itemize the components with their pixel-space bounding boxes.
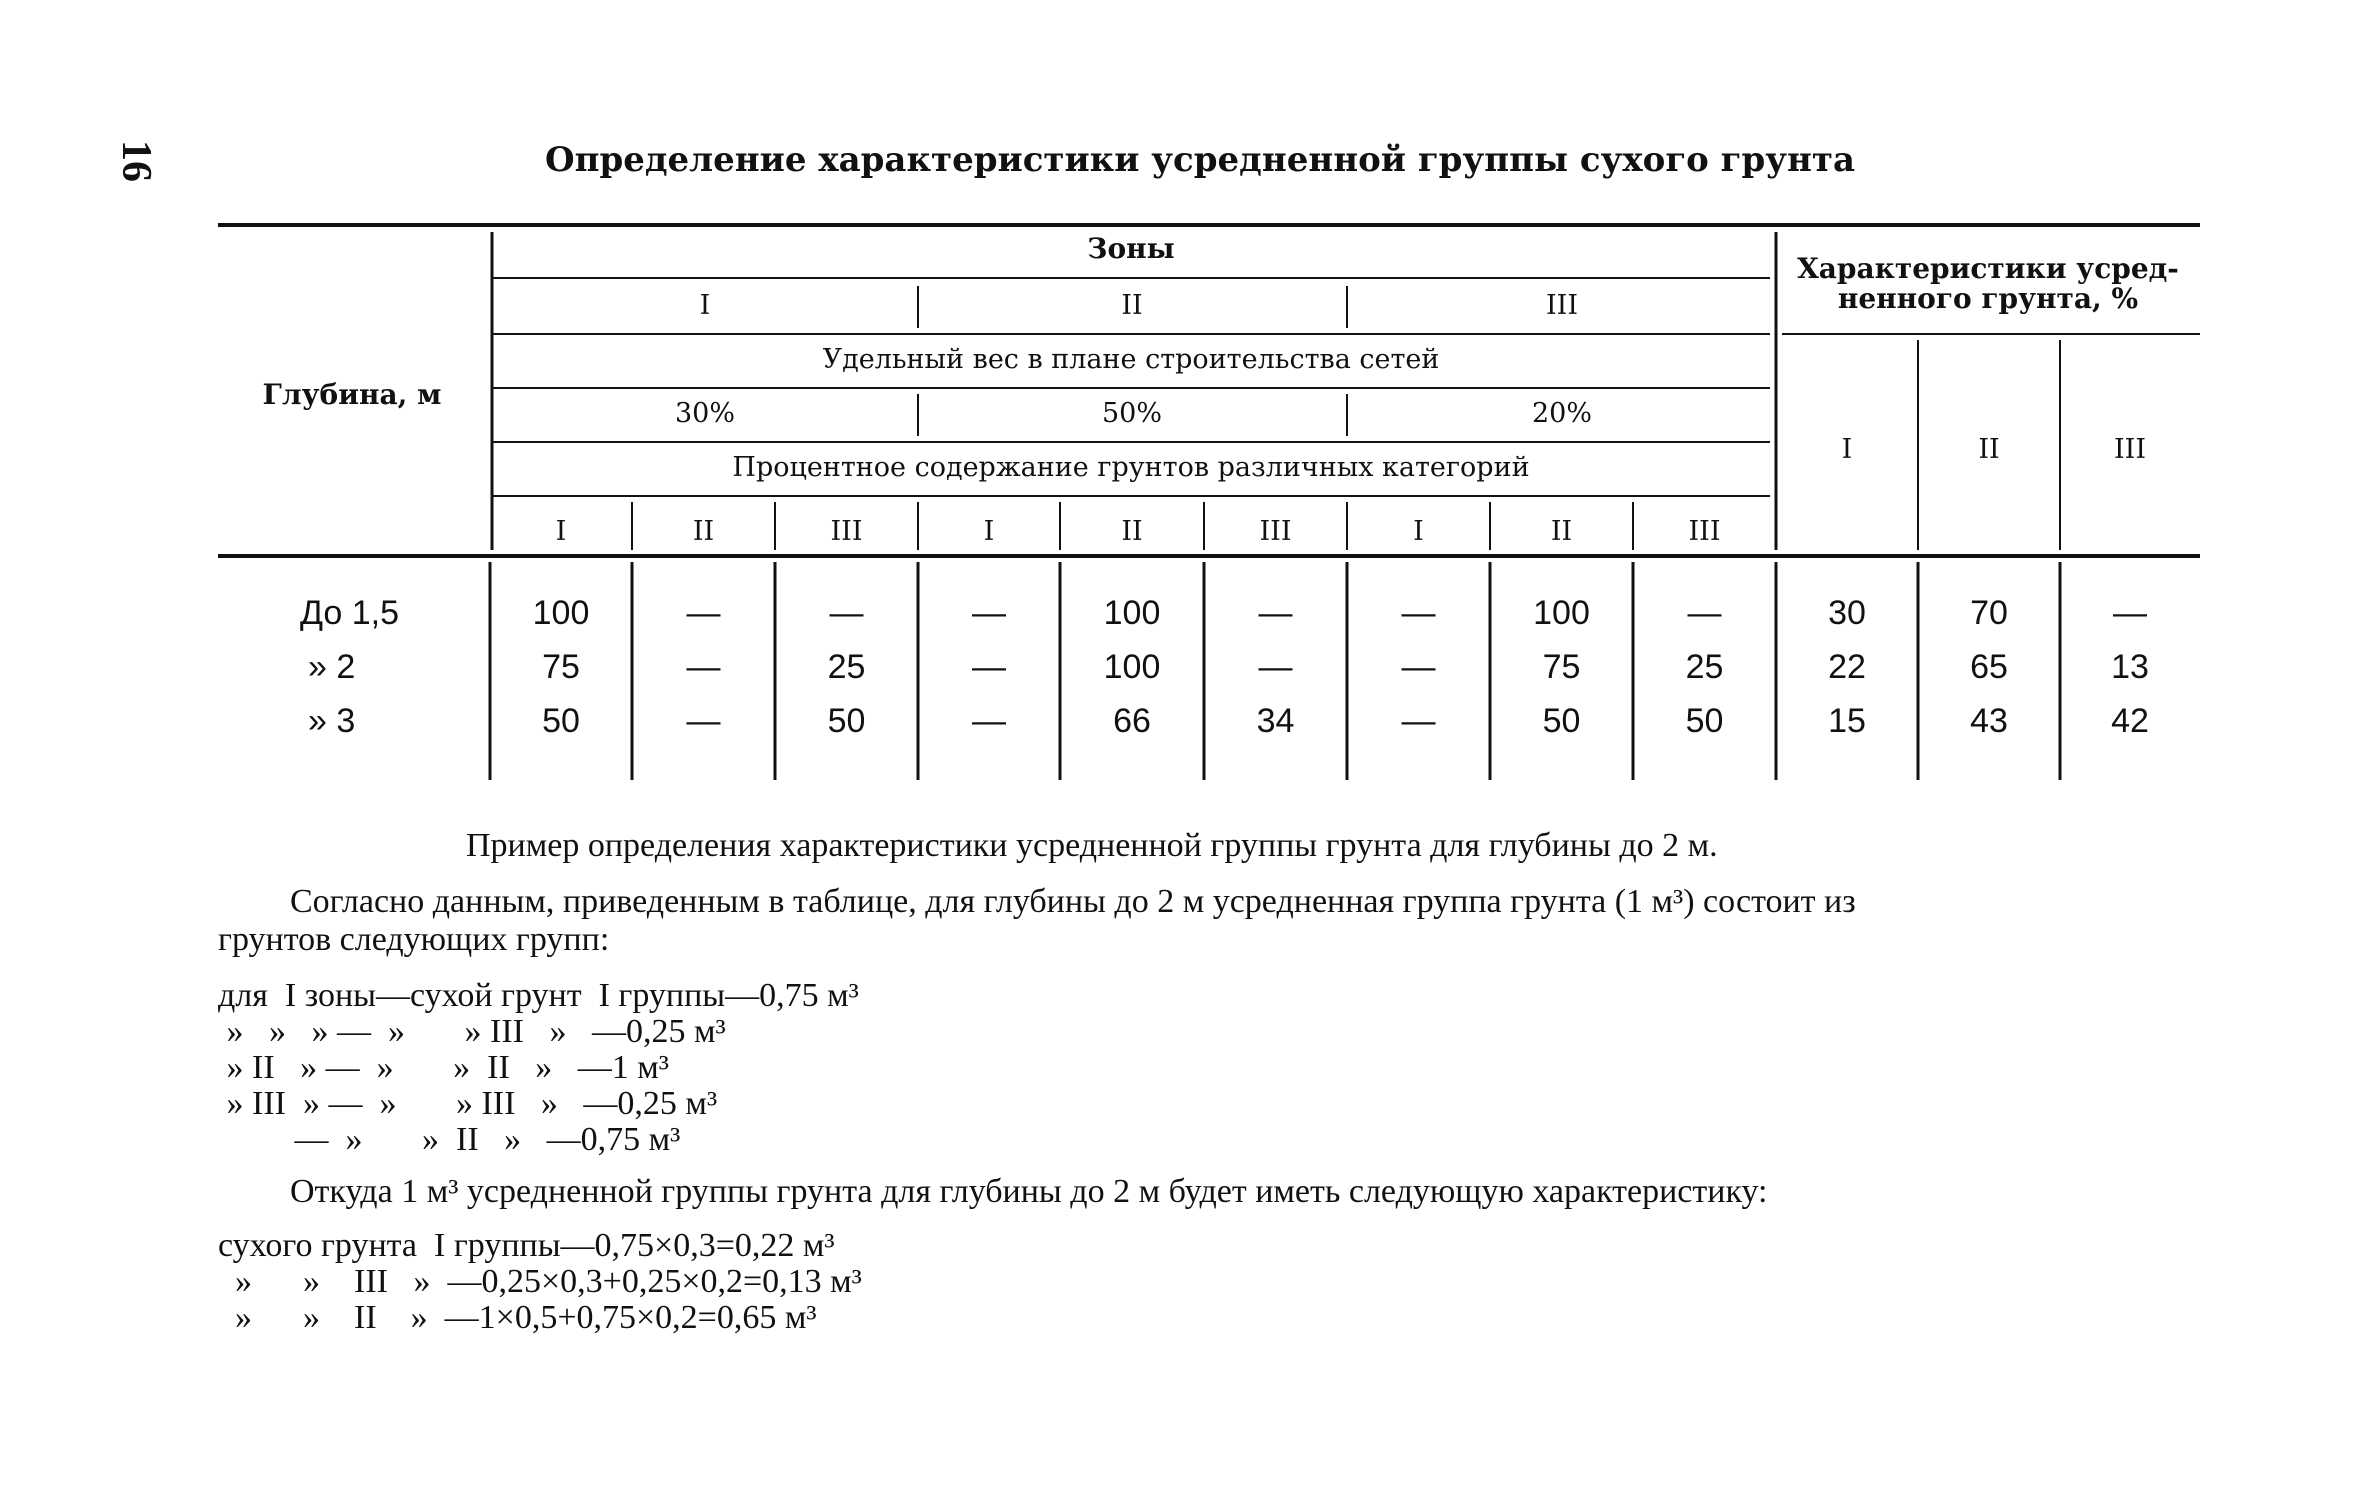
category-label: I: [1413, 516, 1424, 547]
category-label: II: [1121, 516, 1143, 547]
table-cell: —: [972, 648, 1006, 686]
table-cell: 34: [1256, 702, 1295, 740]
table-cell: —: [1401, 594, 1436, 632]
zone-label: II: [1121, 290, 1143, 321]
table-cell: 25: [1685, 648, 1724, 686]
weight-label: 50%: [1101, 398, 1163, 429]
table-cell: 50: [1542, 702, 1581, 740]
page-number: 16: [113, 140, 159, 182]
table-cell: —: [686, 594, 721, 632]
table-cell: —: [1401, 702, 1436, 740]
paragraph-2: Откуда 1 м³ усредненной группы грунта для глубины до 2 м будет иметь следующую характеристику:: [290, 1173, 1768, 1210]
table-cell: 75: [542, 648, 580, 686]
zone-label: I: [699, 290, 711, 321]
average-cell: 43: [1970, 702, 2008, 740]
table-cell: 75: [1542, 648, 1581, 686]
table-cell: —: [829, 594, 864, 632]
average-category-label: III: [2114, 434, 2146, 465]
table-cell: 100: [1103, 648, 1161, 686]
table-cell: 100: [532, 594, 590, 632]
list-line: » » II » —1×0,5+0,75×0,2=0,65 м³: [218, 1299, 817, 1336]
list-line: — » » II » —0,75 м³: [218, 1121, 681, 1158]
average-cell: 70: [1970, 594, 2008, 632]
list-line: » » III » —0,25×0,3+0,25×0,2=0,13 м³: [218, 1263, 862, 1300]
average-category-label: I: [1841, 434, 1853, 465]
table-cell: —: [686, 702, 721, 740]
table-cell: —: [1258, 648, 1293, 686]
category-label: II: [1550, 516, 1573, 547]
category-label: I: [983, 516, 995, 547]
category-label: III: [830, 516, 863, 547]
category-label: I: [555, 516, 567, 547]
depth-value: » 3: [308, 702, 356, 740]
category-label: III: [1259, 516, 1292, 547]
weight-label: 20%: [1531, 398, 1593, 429]
weight-label: 30%: [674, 398, 736, 429]
average-header: Характеристики усред-: [1797, 252, 2179, 285]
average-header: ненного грунта, %: [1837, 282, 2139, 315]
table-cell: —: [972, 702, 1006, 740]
table-cell: 25: [827, 648, 866, 686]
example-title: Пример определения характеристики усредненной группы грунта для глубины до 2 м.: [466, 827, 1718, 864]
zones-header: Зоны: [1087, 232, 1175, 265]
paragraph-1-line-1: Согласно данным, приведенным в таблице, для глубины до 2 м усредненная группа грунта (1 м³) состоит из: [290, 883, 1856, 920]
list-line: » III » — » » III » —0,25 м³: [218, 1085, 718, 1122]
depth-value: » 2: [308, 648, 356, 686]
table-cell: —: [686, 648, 721, 686]
list-line: сухого грунта I группы—0,75×0,3=0,22 м³: [218, 1227, 835, 1264]
table-cell: —: [1687, 594, 1722, 632]
percent-header: Процентное содержание грунтов различных категорий: [732, 452, 1530, 483]
paragraph-1-line-2: грунтов следующих групп:: [218, 921, 610, 958]
average-cell: 42: [2111, 702, 2149, 740]
average-cell: 22: [1828, 648, 1866, 686]
table-cell: 100: [1103, 594, 1161, 632]
average-category-label: II: [1978, 434, 2000, 465]
depth-value: До 1,5: [300, 594, 400, 632]
table-cell: 50: [542, 702, 580, 740]
table-cell: 50: [827, 702, 866, 740]
page-title: Определение характеристики усредненной группы сухого грунта: [544, 140, 1856, 180]
average-cell: —: [2113, 594, 2147, 632]
average-cell: 13: [2111, 648, 2149, 686]
depth-header: Глубина, м: [262, 378, 442, 411]
list-line: для I зоны—сухой грунт I группы—0,75 м³: [218, 977, 859, 1014]
list-line: » » » — » » III » —0,25 м³: [218, 1013, 726, 1050]
table-cell: 50: [1685, 702, 1724, 740]
zone-label: III: [1546, 290, 1578, 321]
average-cell: 65: [1970, 648, 2008, 686]
weight-header: Удельный вес в плане строительства сетей: [822, 344, 1440, 375]
category-label: III: [1688, 516, 1721, 547]
list-line: » II » — » » II » —1 м³: [218, 1049, 669, 1086]
table-cell: 100: [1533, 594, 1590, 632]
average-cell: 15: [1828, 702, 1866, 740]
category-label: II: [692, 516, 715, 547]
table-cell: —: [972, 594, 1006, 632]
table-cell: 66: [1113, 702, 1151, 740]
average-cell: 30: [1828, 594, 1866, 632]
table-cell: —: [1401, 648, 1436, 686]
table-cell: —: [1258, 594, 1293, 632]
